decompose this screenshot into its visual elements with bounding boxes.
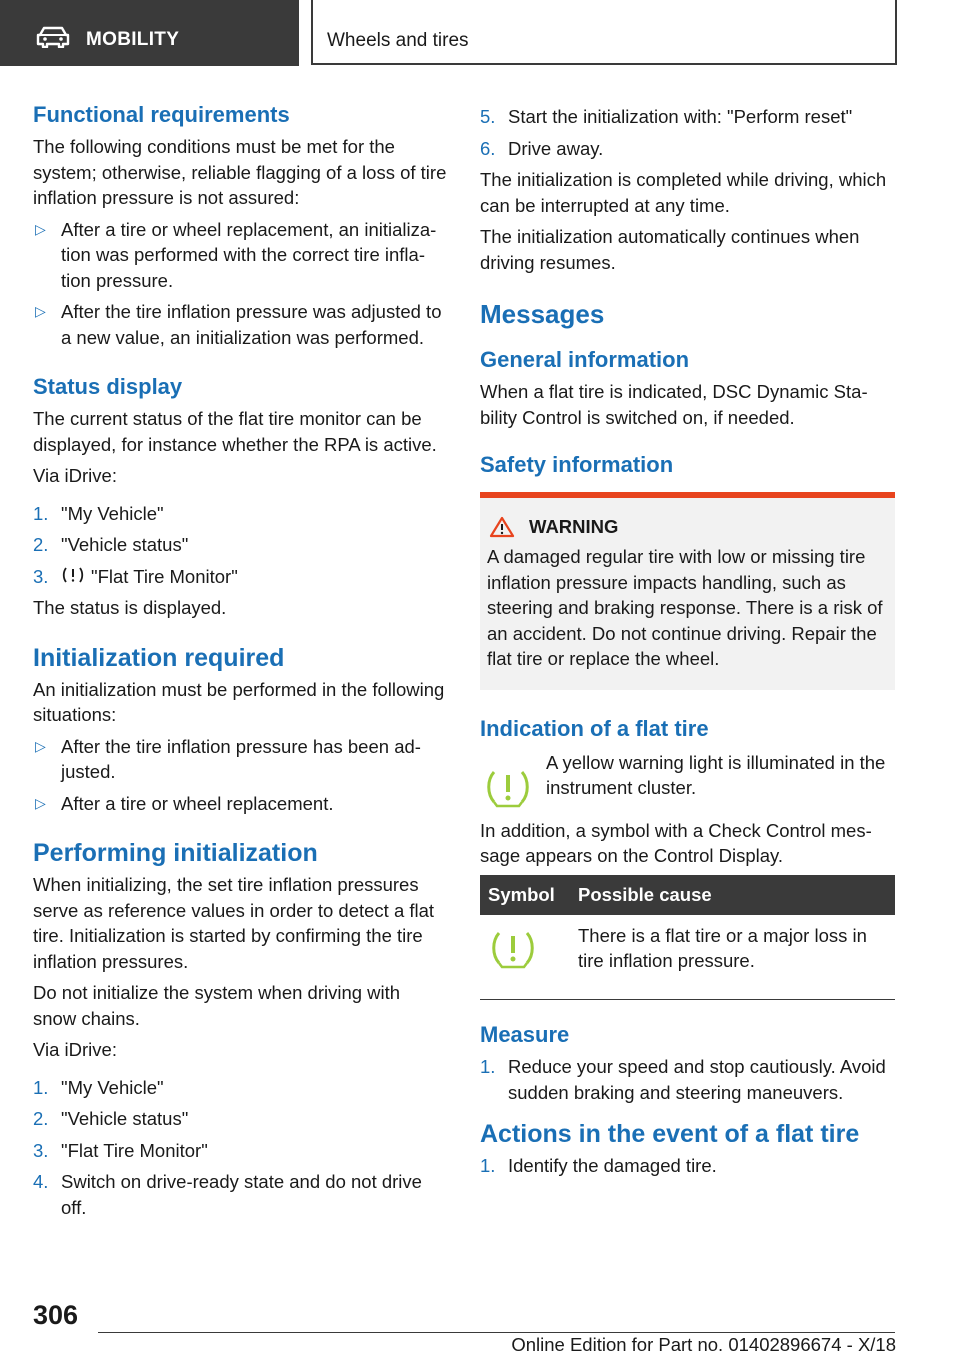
list-item: 1. "My Vehicle"	[33, 502, 164, 524]
tire-pressure-warning-light-icon	[484, 927, 542, 973]
status-result: The status is displayed.	[33, 597, 227, 618]
triangle-bullet-icon: ▷	[35, 737, 46, 754]
list-item: ▷ After a tire or wheel replacement.	[33, 791, 447, 817]
performing-steps	[33, 1075, 447, 1221]
symbol-table	[480, 875, 895, 1001]
table-row	[480, 915, 895, 1000]
functional-list	[33, 217, 447, 351]
list-item: ▷ After a tire or wheel replacement, an initialization was performed with the correct tire inflation pressure.	[35, 218, 437, 291]
list-item: ▷ After the tire inflation pressure has been adjusted.	[35, 735, 421, 782]
status-intro: The current status of the flat tire monitor can be displayed, for instance whether the RPA is active.	[33, 408, 437, 455]
page-title: Wheels and tires	[327, 30, 469, 51]
tire-pressure-warning-light-icon	[484, 766, 532, 812]
init-completed-text: The initialization is completed while driving, which can be interrupted at any time.	[480, 169, 887, 216]
measure-steps	[480, 1054, 895, 1105]
list-item: ▷ After the tire inflation pressure was adjusted to a new value, an initialization was performed.	[35, 301, 442, 348]
general-info-text: When a flat tire is indicated, DSC Dynamic Stability Control is switched on, if needed.	[480, 381, 868, 428]
right-column	[480, 104, 895, 1185]
table-header-row	[480, 875, 895, 915]
warning-label: WARNING	[529, 516, 619, 537]
measure-heading: Measure	[480, 1022, 570, 1047]
footer-divider	[98, 1332, 895, 1333]
triangle-bullet-icon: ▷	[35, 220, 46, 237]
status-steps	[33, 501, 447, 590]
page-header	[0, 0, 960, 66]
list-item: 1. Identify the damaged tire.	[480, 1155, 717, 1176]
chapter-tab	[311, 0, 897, 65]
general-info-heading: General information	[480, 347, 690, 372]
warning-box	[480, 492, 895, 690]
init-continues-text: The initialization automatically continues when driving resumes.	[480, 226, 860, 273]
page-number: 306	[33, 1300, 79, 1330]
section-label: MOBILITY	[86, 29, 180, 50]
column-header-cause: Possible cause	[570, 875, 895, 915]
list-item: 1. Reduce your speed and stop cautiously. Avoid sudden braking and steering maneuvers.	[480, 1056, 886, 1103]
edition-text: Online Edition for Part no. 01402896674 - X/18	[511, 1334, 896, 1355]
tire-warning-icon	[61, 566, 85, 586]
list-item: 6. Drive away.	[480, 137, 604, 159]
list-item: 2. "Vehicle status"	[33, 1108, 189, 1129]
performing-p2: Do not initialize the system when driving with snow chains.	[33, 982, 401, 1029]
cause-cell: There is a flat tire or a major loss in tire inflation pressure.	[570, 915, 895, 1000]
left-column	[33, 100, 447, 1226]
status-via: Via iDrive:	[33, 465, 117, 486]
indicator-block	[480, 750, 895, 810]
messages-heading: Messages	[480, 299, 605, 329]
column-header-symbol: Symbol	[480, 875, 570, 915]
init-required-intro: An initialization must be performed in the following situations:	[33, 678, 445, 725]
functional-intro: The following conditions must be met for the system; otherwise, reliable flagging of a loss of tire inflation pressure is not assured:	[33, 136, 447, 208]
list-item: 3. "Flat Tire Monitor"	[33, 565, 238, 587]
actions-heading: Actions in the event of a flat tire	[480, 1120, 860, 1148]
indication-heading: Indication of a flat tire	[480, 715, 709, 741]
indication-text: A yellow warning light is illuminated in the instrument cluster.	[546, 751, 886, 798]
page-footer	[0, 1290, 960, 1362]
safety-info-heading: Safety information	[480, 452, 674, 477]
symbol-cell	[480, 915, 570, 1000]
init-required-list	[33, 734, 447, 817]
list-item: 2. "Vehicle status"	[33, 534, 189, 555]
actions-steps	[480, 1153, 895, 1179]
section-tab	[0, 0, 299, 66]
performing-heading: Performing initialization	[33, 839, 318, 867]
check-control-text: In addition, a symbol with a Check Control message appears on the Control Display.	[480, 819, 872, 866]
triangle-bullet-icon: ▷	[35, 794, 46, 811]
performing-steps-continued	[480, 104, 895, 161]
status-heading: Status display	[33, 374, 183, 399]
warning-header	[487, 516, 887, 538]
list-item: 1. "My Vehicle"	[33, 1076, 164, 1098]
list-item: 5. Start the initialization with: "Perform reset"	[480, 106, 853, 127]
triangle-bullet-icon: ▷	[35, 303, 46, 319]
list-item: 3. "Flat Tire Monitor"	[33, 1139, 208, 1161]
performing-p1: When initializing, the set tire inflation pressures serve as reference values in order to detect a flat tire. Initialization is started by confirming the tire inflation pressures.	[33, 874, 435, 972]
init-required-heading: Initialization required	[33, 643, 285, 672]
warning-triangle-icon	[489, 516, 515, 538]
car-icon	[36, 26, 70, 48]
list-item: 4. Switch on drive-ready state and do not drive off.	[33, 1171, 422, 1218]
warning-text: A damaged regular tire with low or missing tire inflation pressure impacts handling, such as steering and braking response. There is a risk of an accident. Do not continue driving. Repair the flat tire or replace the wheel.	[487, 546, 883, 669]
performing-via: Via iDrive:	[33, 1039, 117, 1060]
functional-heading: Functional requirements	[33, 102, 290, 127]
